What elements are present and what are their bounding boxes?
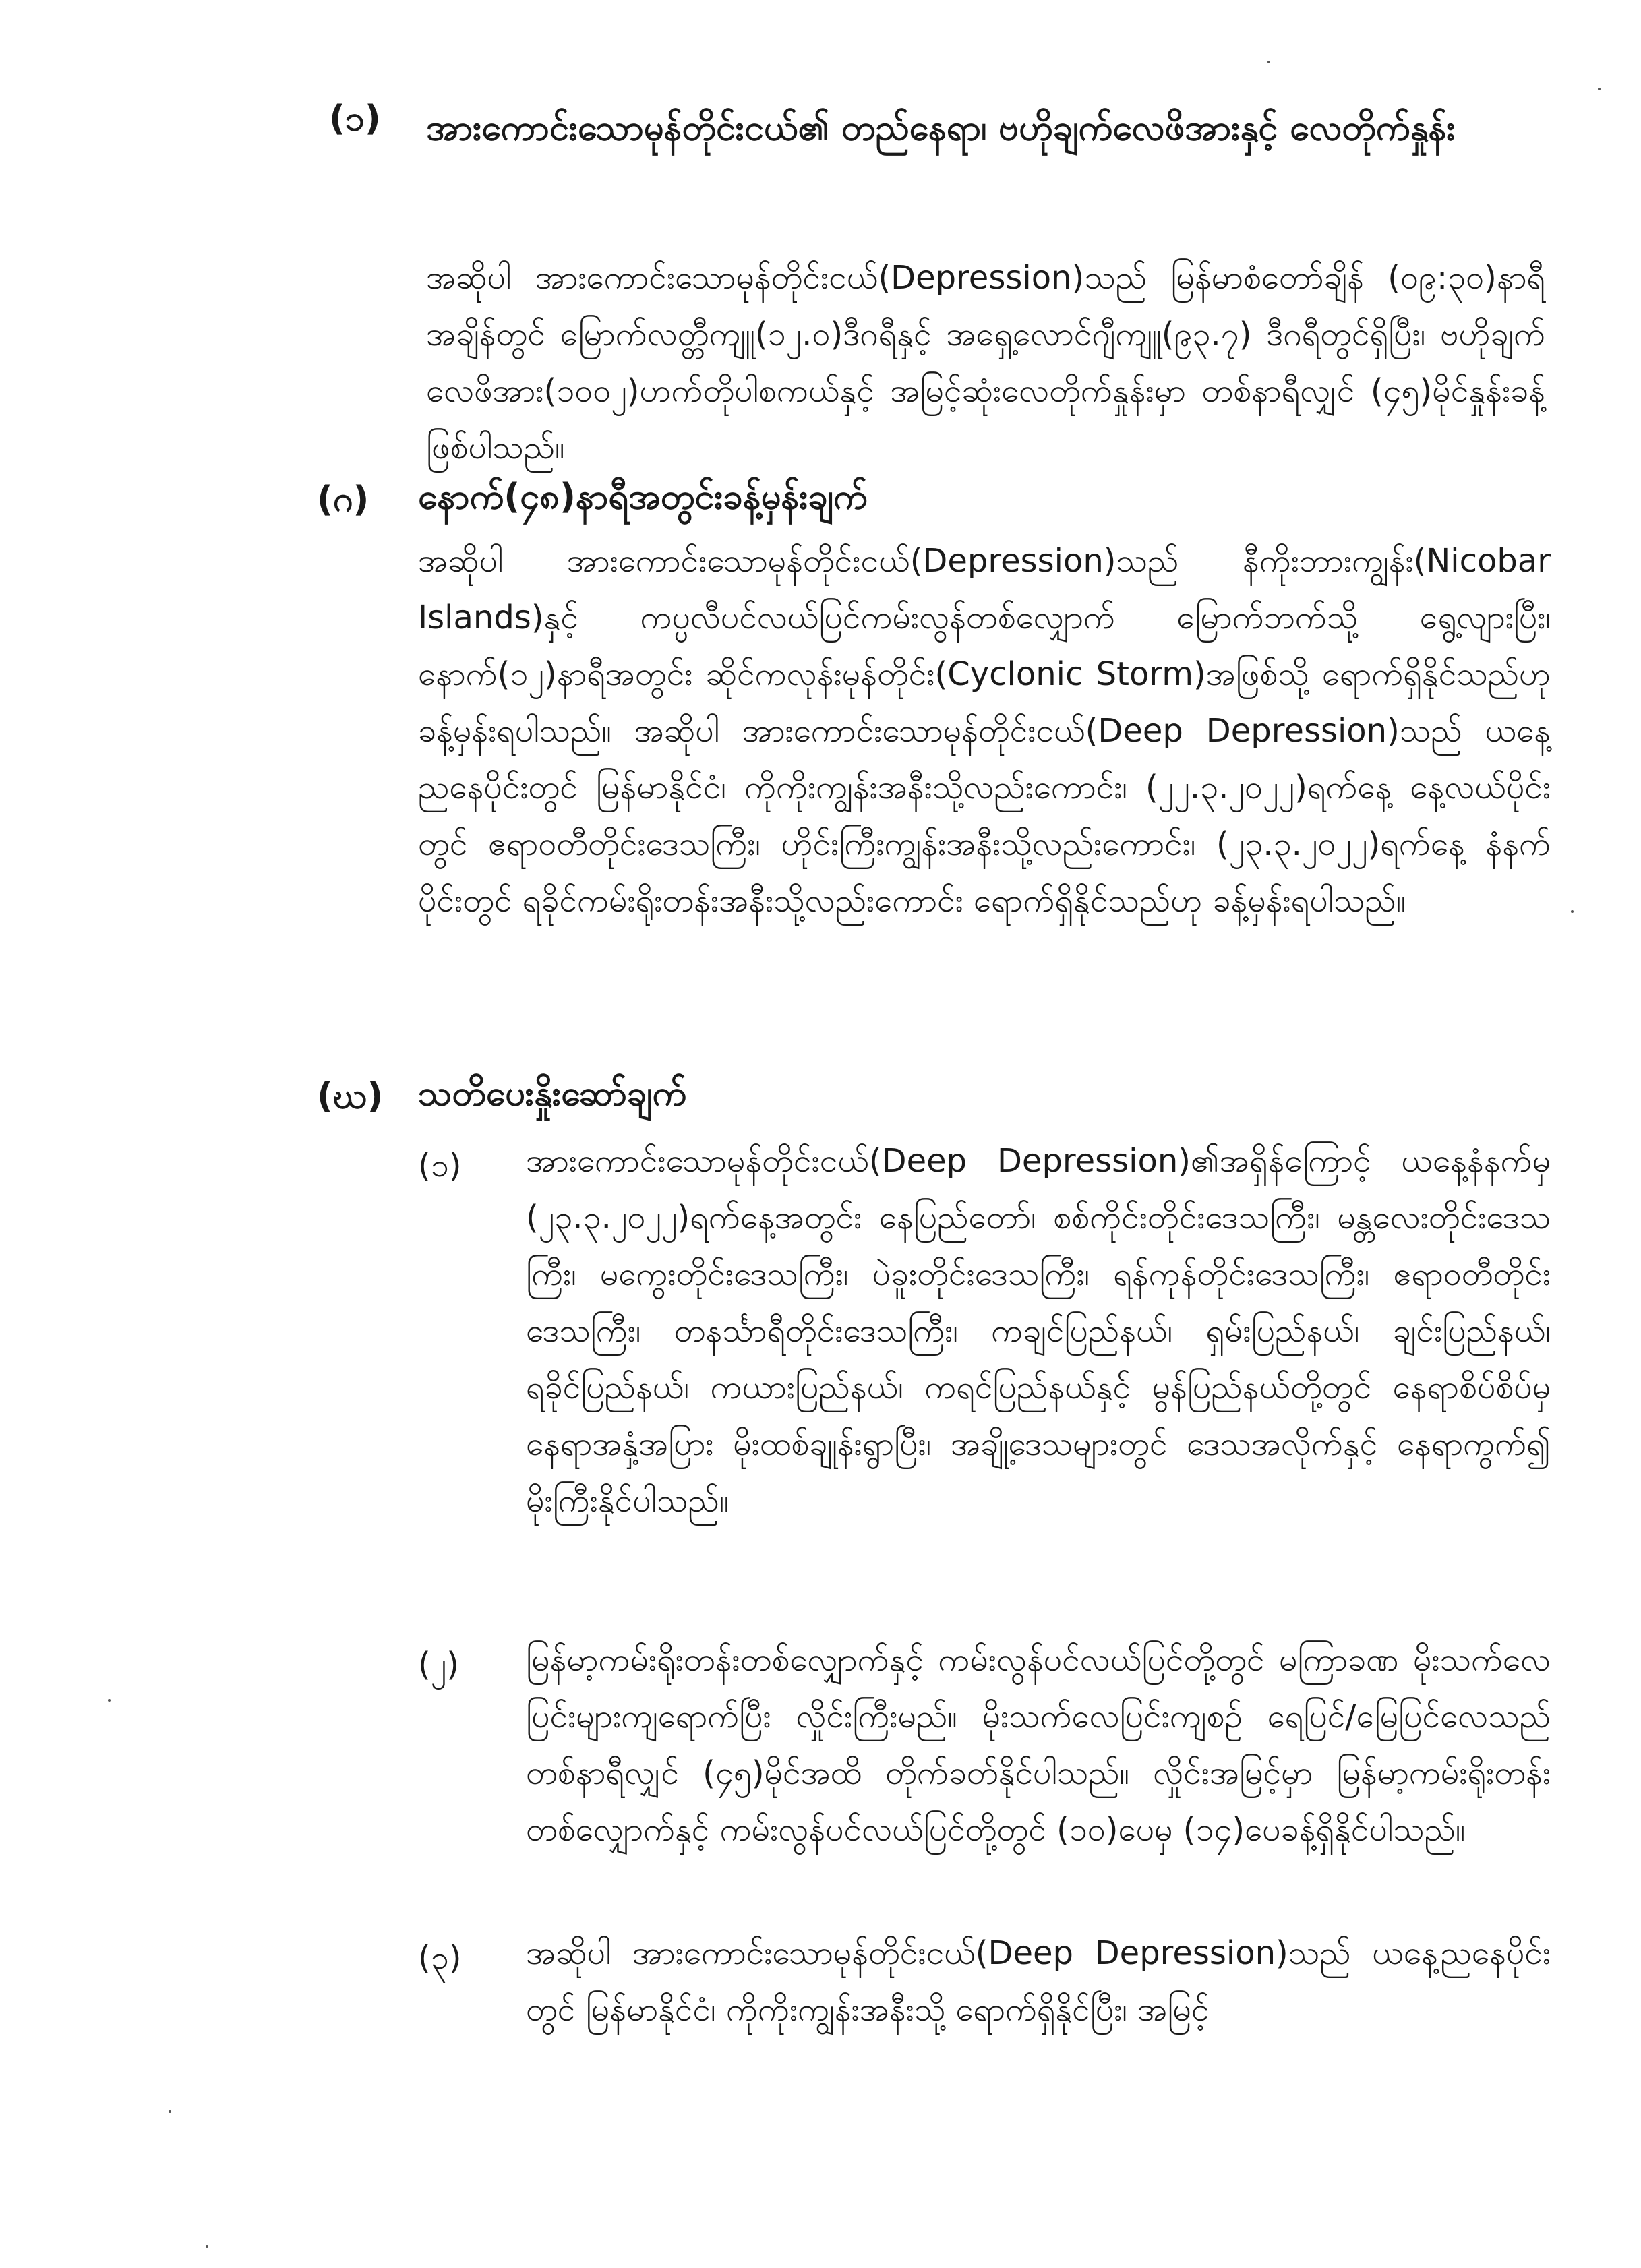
section-1-heading: အားကောင်းသောမုန်တိုင်းငယ်၏ တည်နေရာ၊ ဗဟိုချက်လေဖိအားနှင့် လေတိုက်နှုန်း bbox=[426, 108, 1456, 148]
section-2-heading: နောက်(၄၈)နာရီအတွင်းခန့်မှန်းချက် bbox=[418, 477, 868, 517]
section-3-marker: (ဃ) bbox=[317, 1076, 384, 1116]
warning-item-3-body: အဆိုပါ အားကောင်းသောမုန်တိုင်းငယ်(Deep Depression)သည် ယနေ့ညနေပိုင်းတွင် မြန်မာနိုင်ငံ၊ ကိုကိုးကျွန်းအနီးသို့ ရောက်ရှိနိုင်ပြီး၊ အမြင့် bbox=[526, 1934, 1551, 2029]
section-1-body: အဆိုပါ အားကောင်းသောမုန်တိုင်းငယ်(Depression)သည် မြန်မာစံတော်ချိန် (၀၉:၃၀)နာရီအချိန်တွင် မြောက်လတ္တီကျူ(၁၂.၀)ဒီဂရီနှင့် အရှေ့လောင်ဂျီကျူ(၉၃.၇) ဒီဂရီတွင်ရှိပြီး၊ ဗဟိုချက်လေဖိအား(၁၀၀၂)ဟက်တိုပါစကယ်နှင့် အမြင့်ဆုံးလေတိုက်နှုန်းမှာ တစ်နာရီလျှင် (၄၅)မိုင်နှုန်းခန့် ဖြစ်ပါသည်။ bbox=[426, 259, 1545, 467]
scan-speck bbox=[206, 2245, 208, 2248]
scan-speck bbox=[1598, 88, 1601, 90]
scan-speck bbox=[1267, 61, 1270, 63]
scan-speck bbox=[1571, 910, 1574, 913]
warning-item-1-marker: (၁) bbox=[418, 1147, 462, 1185]
warning-item-2-body: မြန်မာ့ကမ်းရိုးတန်းတစ်လျှောက်နှင့် ကမ်းလွန်ပင်လယ်ပြင်တို့တွင် မကြာခဏ မိုးသက်လေပြင်းများကျရောက်ပြီး လှိုင်းကြီးမည်။ မိုးသက်လေပြင်းကျစဉ် ရေပြင်/မြေပြင်လေသည် တစ်နာရီလျှင် (၄၅)မိုင်အထိ တိုက်ခတ်နိုင်ပါသည်။ လှိုင်းအမြင့်မှာ မြန်မာ့ကမ်းရိုးတန်းတစ်လျှောက်နှင့် ကမ်းလွန်ပင်လယ်ပြင်တို့တွင် (၁၀)ပေမှ (၁၄)ပေခန့်ရှိနိုင်ပါသည်။ bbox=[526, 1641, 1551, 1849]
section-2-body: အဆိုပါ အားကောင်းသောမုန်တိုင်းငယ်(Depression)သည် နီကိုးဘားကျွန်း(Nicobar Islands)နှင့် ကပ္ပလီပင်လယ်ပြင်ကမ်းလွန်တစ်လျှောက် မြောက်ဘက်သို့ ရွေ့လျားပြီး၊ နောက်(၁၂)နာရီအတွင်း ဆိုင်ကလုန်းမုန်တိုင်း(Cyclonic Storm)အဖြစ်သို့ ရောက်ရှိနိုင်သည်ဟု ခန့်မှန်းရပါသည်။ အဆိုပါ အားကောင်းသောမုန်တိုင်းငယ်(Deep Depression)သည် ယနေ့ညနေပိုင်းတွင် မြန်မာနိုင်ငံ၊ ကိုကိုးကျွန်းအနီးသို့လည်းကောင်း၊ (၂၂.၃.၂၀၂၂)ရက်နေ့ နေ့လယ်ပိုင်းတွင် ဧရာဝတီတိုင်းဒေသကြီး၊ ဟိုင်းကြီးကျွန်းအနီးသို့လည်းကောင်း၊ (၂၃.၃.၂၀၂၂)ရက်နေ့ နံနက်ပိုင်းတွင် ရခိုင်ကမ်းရိုးတန်းအနီးသို့လည်းကောင်း ရောက်ရှိနိုင်သည်ဟု ခန့်မှန်းရပါသည်။ bbox=[418, 542, 1551, 920]
section-3-heading: သတိပေးနှိုးဆော်ချက် bbox=[418, 1073, 687, 1114]
section-1-marker: (၁) bbox=[329, 98, 381, 139]
scan-speck bbox=[108, 1699, 111, 1702]
warning-item-3-marker: (၃) bbox=[418, 1939, 462, 1977]
warning-item-1-body: အားကောင်းသောမုန်တိုင်းငယ်(Deep Depression)၏အရှိန်ကြောင့် ယနေ့နံနက်မှ (၂၃.၃.၂၀၂၂)ရက်နေ့အတွင်း နေပြည်တော်၊ စစ်ကိုင်းတိုင်းဒေသကြီး၊ မန္တလေးတိုင်းဒေသကြီး၊ မကွေးတိုင်းဒေသကြီး၊ ပဲခူးတိုင်းဒေသကြီး၊ ရန်ကုန်တိုင်းဒေသကြီး၊ ဧရာဝတီတိုင်းဒေသကြီး၊ တနင်္သာရီတိုင်းဒေသကြီး၊ ကချင်ပြည်နယ်၊ ရှမ်းပြည်နယ်၊ ချင်းပြည်နယ်၊ ရခိုင်ပြည်နယ်၊ ကယားပြည်နယ်၊ ကရင်ပြည်နယ်နှင့် မွန်ပြည်နယ်တို့တွင် နေရာစိပ်စိပ်မှ နေရာအနှံ့အပြား မိုးထစ်ချုန်းရွာပြီး၊ အချို့ဒေသများတွင် ဒေသအလိုက်နှင့် နေရာကွက်၍ မိုးကြီးနိုင်ပါသည်။ bbox=[526, 1142, 1551, 1520]
section-2-marker: (ဂ) bbox=[317, 479, 369, 520]
warning-item-2-marker: (၂) bbox=[418, 1646, 460, 1683]
scan-speck bbox=[169, 2110, 171, 2113]
